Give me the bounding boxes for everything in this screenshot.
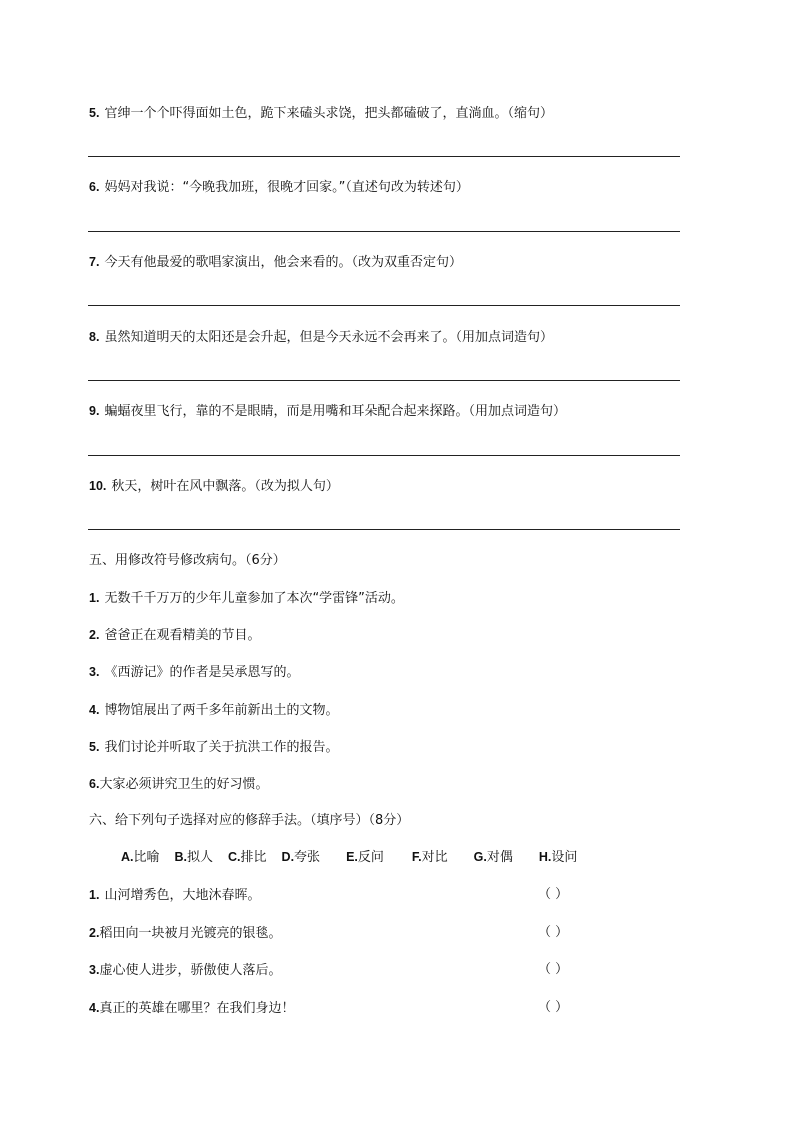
sentence-5 — [89, 738, 338, 757]
question-6 — [89, 178, 469, 197]
question-5 — [89, 104, 553, 123]
rhetoric-item-2 — [89, 924, 281, 943]
item-number: 3. — [89, 963, 100, 977]
option-h: H.设问 — [538, 850, 578, 865]
question-text: 妈妈对我说：“今晚我加班，很晚才回家。”（直述句改为转述句） — [104, 180, 469, 195]
section-heading-6: 六、给下列句子选择对应的修辞手法。（填序号）（8分） — [89, 813, 410, 828]
sentence-text: 爸爸正在观看精美的节目。 — [104, 628, 261, 643]
question-7 — [89, 253, 462, 272]
item-text: 山河增秀色，大地沐春晖。 — [104, 888, 261, 903]
answer-blank-3[interactable]: （ ） — [538, 962, 569, 977]
answer-line-5[interactable] — [88, 156, 680, 157]
rhetoric-item-1 — [89, 886, 260, 905]
question-text: 今天有他最爱的歌唱家演出，他会来看的。（改为双重否定句） — [104, 255, 462, 270]
option-a: A.比喻 — [121, 850, 160, 865]
sentence-number: 2. — [89, 628, 100, 642]
item-text: 真正的英雄在哪里？在我们身边！ — [99, 1001, 295, 1016]
question-text: 蝙蝠夜里飞行，靠的不是眼睛，而是用嘴和耳朵配合起来探路。（用加点词造句） — [104, 404, 566, 419]
sentence-number: 1. — [89, 591, 100, 605]
answer-blank-1[interactable]: （ ） — [538, 887, 569, 902]
sentence-text: 《西游记》的作者是吴承恩写的。 — [104, 665, 300, 680]
answer-blank-4[interactable]: （ ） — [538, 1000, 569, 1015]
question-text: 虽然知道明天的太阳还是会升起，但是今天永远不会再来了。（用加点词造句） — [104, 330, 553, 345]
option-b: B.拟人 — [174, 850, 214, 865]
answer-line-9[interactable] — [88, 455, 680, 456]
question-10 — [89, 477, 339, 496]
sentence-text: 大家必须讲究卫生的好习惯。 — [99, 777, 269, 792]
answer-line-6[interactable] — [88, 231, 680, 232]
sentence-number: 4. — [89, 703, 100, 717]
rhetoric-item-3 — [89, 961, 281, 980]
item-number: 1. — [89, 888, 100, 902]
rhetoric-options — [121, 848, 592, 867]
option-d: D.夸张 — [281, 850, 321, 865]
item-number: 4. — [89, 1001, 100, 1015]
sentence-1 — [89, 589, 404, 608]
sentence-6 — [89, 775, 268, 794]
question-number: 9. — [89, 404, 100, 418]
answer-line-10[interactable] — [88, 529, 680, 530]
sentence-text: 我们讨论并听取了关于抗洪工作的报告。 — [104, 740, 339, 755]
sentence-3 — [89, 663, 299, 682]
sentence-text: 博物馆展出了两千多年前新出土的文物。 — [104, 703, 339, 718]
sentence-2 — [89, 626, 260, 645]
answer-line-7[interactable] — [88, 305, 680, 306]
option-e: E.反问 — [346, 850, 384, 865]
item-text: 虚心使人进步，骄傲使人落后。 — [99, 963, 282, 978]
sentence-number: 3. — [89, 665, 100, 679]
option-c: C.排比 — [228, 850, 267, 865]
question-number: 6. — [89, 180, 100, 194]
item-number: 2. — [89, 926, 100, 940]
question-text: 官绅一个个吓得面如土色，跪下来磕头求饶，把头都磕破了，直淌血。（缩句） — [104, 106, 553, 121]
sentence-number: 6. — [89, 777, 100, 791]
rhetoric-item-4 — [89, 999, 294, 1018]
question-text: 秋天，树叶在风中飘落。（改为拟人句） — [111, 479, 339, 494]
option-g: G.对偶 — [473, 850, 513, 865]
question-number: 10. — [89, 479, 107, 493]
question-9 — [89, 402, 566, 421]
section-heading-5: 五、用修改符号修改病句。（6分） — [89, 553, 286, 568]
question-number: 8. — [89, 330, 100, 344]
answer-line-8[interactable] — [88, 380, 680, 381]
question-number: 7. — [89, 255, 100, 269]
question-number: 5. — [89, 106, 100, 120]
sentence-number: 5. — [89, 740, 100, 754]
option-f: F.对比 — [411, 850, 448, 865]
answer-blank-2[interactable]: （ ） — [538, 925, 569, 940]
question-8 — [89, 328, 553, 347]
item-text: 稻田向一块被月光镀亮的银毯。 — [99, 926, 282, 941]
sentence-text: 无数千千万万的少年儿童参加了本次“学雷锋”活动。 — [104, 591, 404, 606]
sentence-4 — [89, 701, 338, 720]
